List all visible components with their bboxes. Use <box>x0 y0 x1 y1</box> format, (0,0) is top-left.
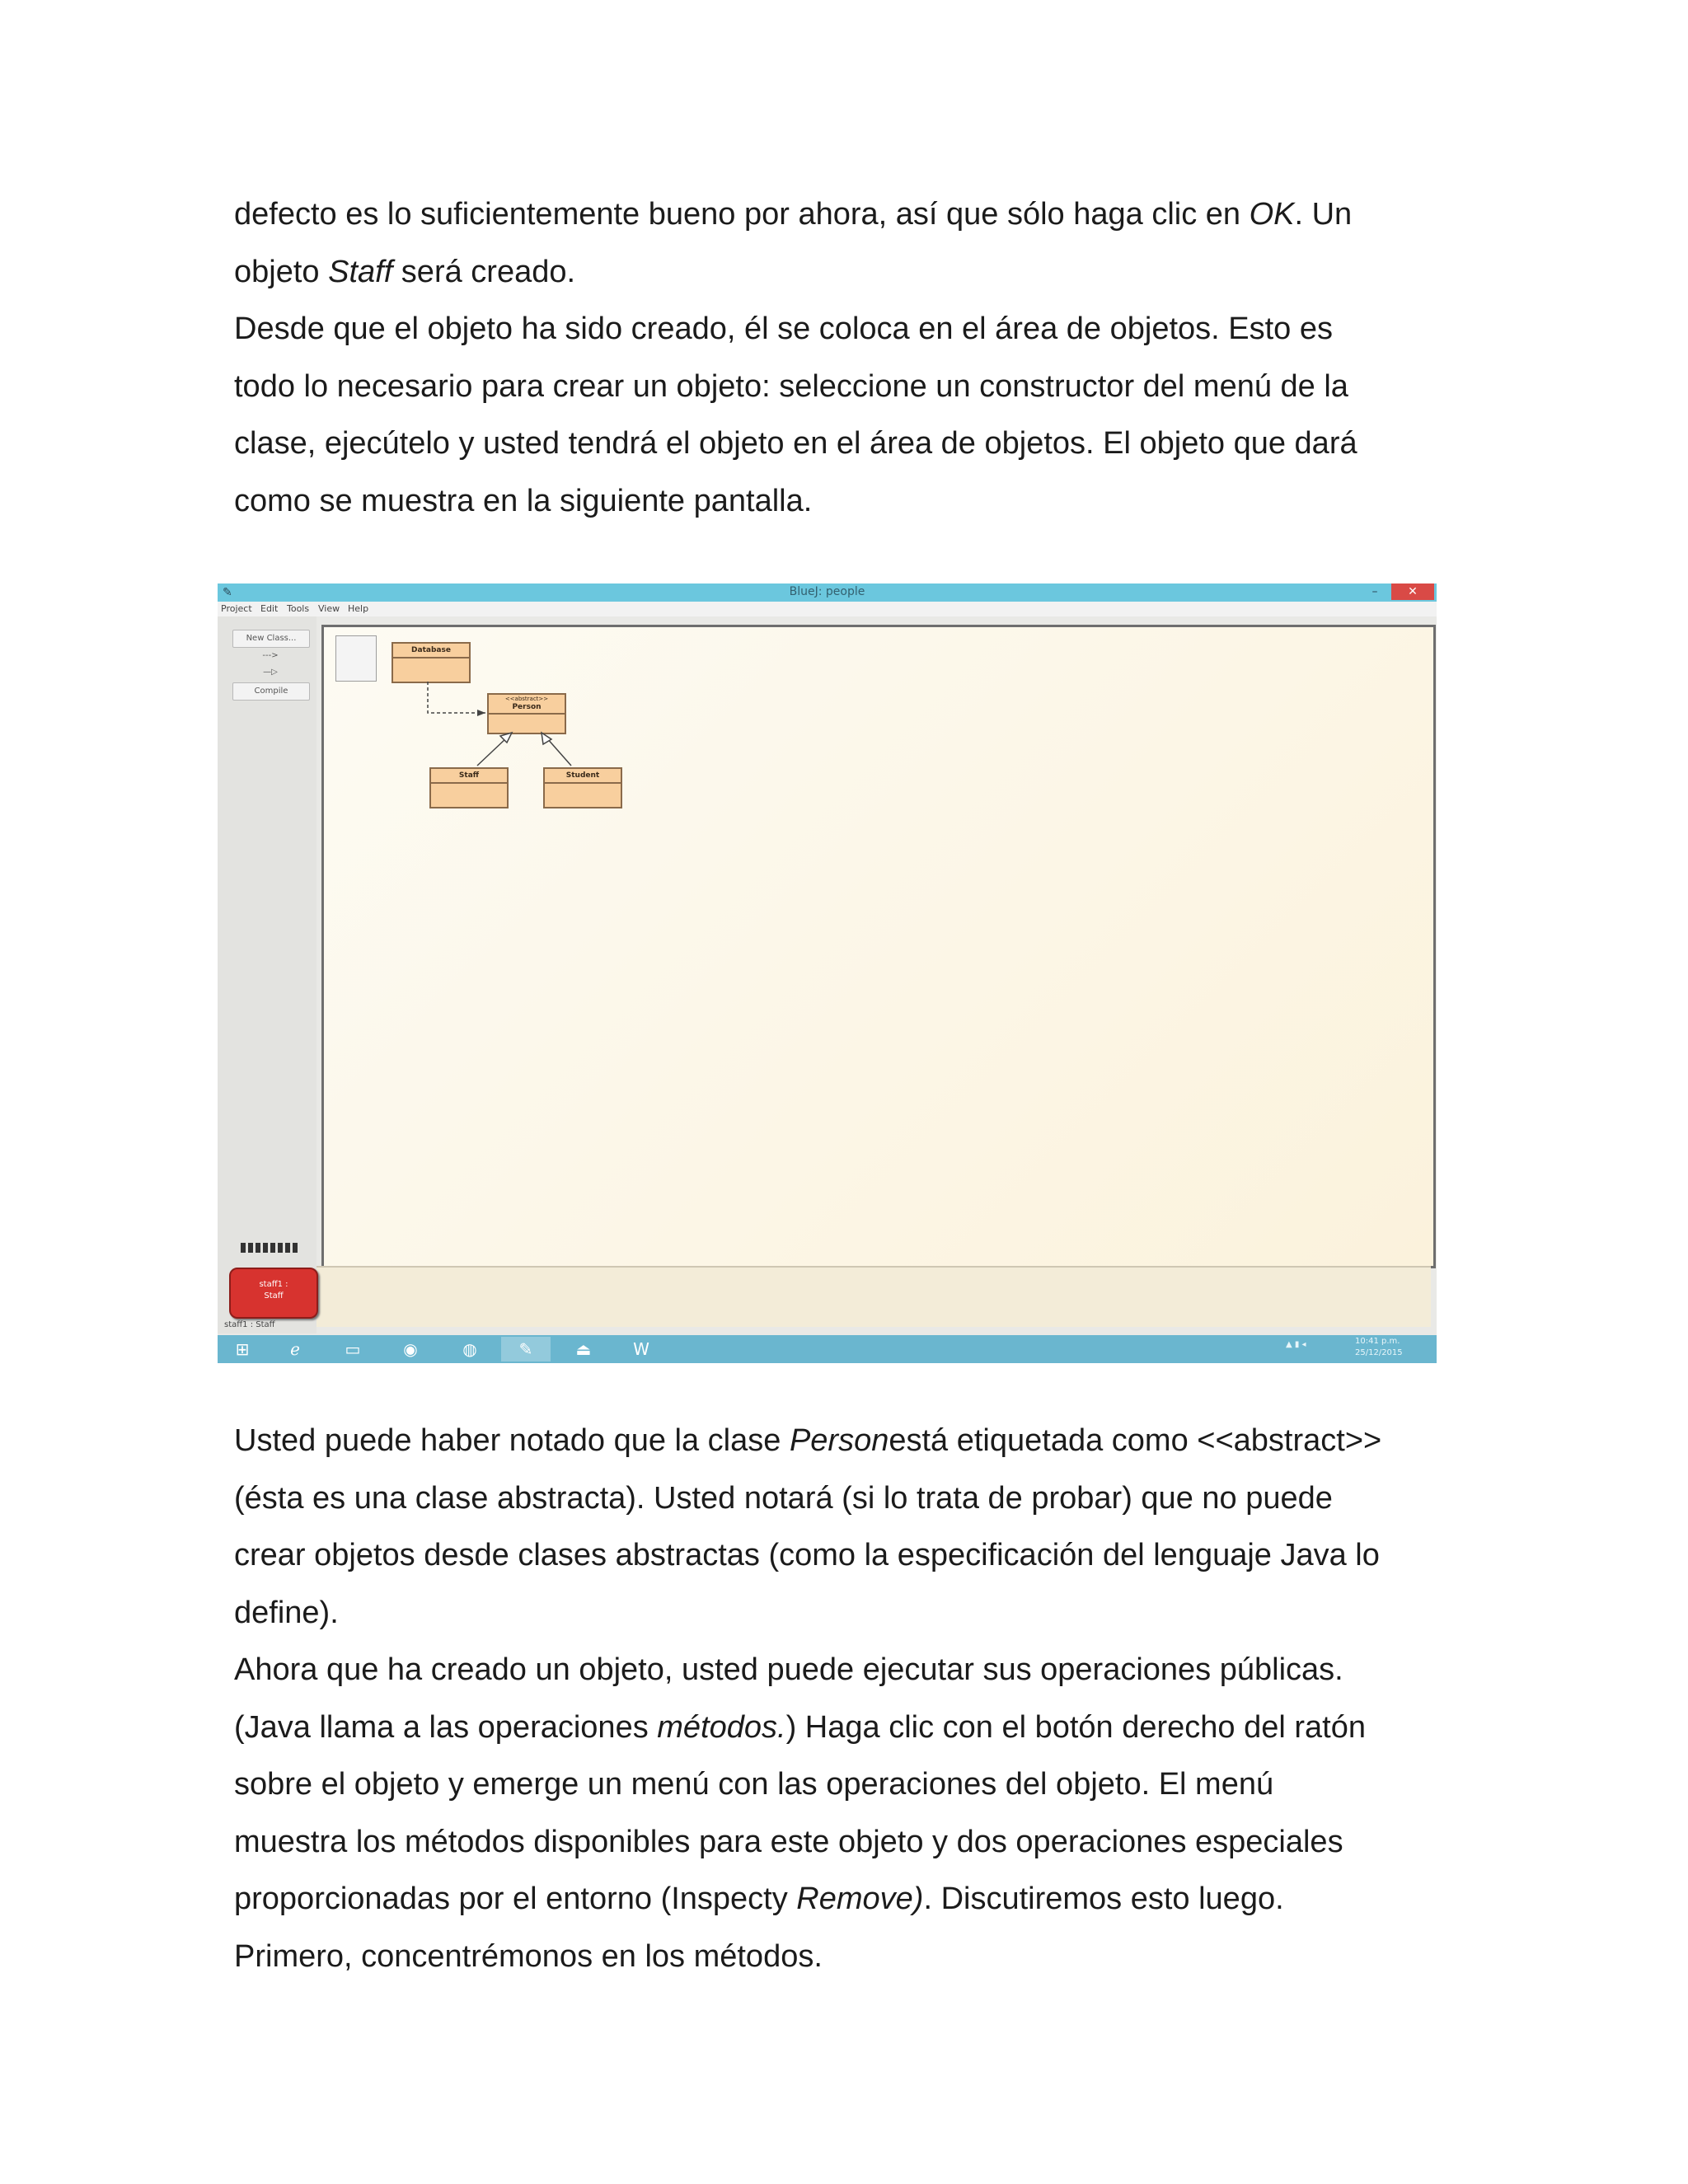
abstract-paragraph <box>234 1413 1454 1642</box>
text-line: crear objetos desde clases abstractas (como la especificación del lenguaje Java lo <box>234 1538 1380 1572</box>
text-line: Desde que el objeto ha sido creado, él se coloca en el área de objetos. Esto es <box>234 312 1333 346</box>
dependency-arrow-button[interactable]: ---> <box>262 651 279 660</box>
class-person[interactable]: <<abstract>> Person <box>487 693 566 734</box>
tray-icons[interactable]: ▲ ▮ ◂ <box>1286 1340 1306 1349</box>
word-icon[interactable]: W <box>633 1339 649 1359</box>
text-line: define). <box>234 1595 339 1630</box>
window-title: BlueJ: people <box>789 585 865 598</box>
bluej-taskbar-icon[interactable]: ✎ <box>501 1337 551 1361</box>
text-line: (ésta es una clase abstracta). Usted notará (si lo trata de probar) que no puede <box>234 1480 1333 1516</box>
text-line: objeto Staff será creado. <box>234 254 576 289</box>
file-explorer-icon[interactable]: ▭ <box>345 1339 361 1359</box>
text-line: (Java llama a las operaciones métodos.) Haga clic con el botón derecho del ratón <box>234 1709 1367 1745</box>
window-titlebar <box>218 583 1437 602</box>
text-line: sobre el objeto y emerge un menú con las operaciones del objeto. El menú <box>234 1767 1274 1802</box>
text-line: todo lo necesario para crear un objeto: seleccione un constructor del menú de la <box>234 368 1348 404</box>
windows-taskbar <box>218 1335 1437 1363</box>
inheritance-arrow-button[interactable]: —▷ <box>263 668 278 677</box>
text-line: Ahora que ha creado un objeto, usted puede ejecutar sus operaciones públicas. <box>234 1652 1343 1687</box>
menu-tools[interactable]: Tools <box>287 603 310 614</box>
class-staff[interactable]: Staff <box>429 767 509 808</box>
text-line: Primero, concentrémonos en los métodos. <box>234 1938 823 1974</box>
menu-edit[interactable]: Edit <box>260 603 279 614</box>
tray-date: 25/12/2015 <box>1355 1348 1403 1357</box>
staff-inheritance-head <box>500 733 512 743</box>
object-staff1[interactable]: staff1 : Staff <box>229 1268 318 1319</box>
object-bench <box>316 1266 1431 1327</box>
methods-paragraph <box>234 1642 1454 1985</box>
text-line: proporcionadas por el entorno (Inspecty Remove). Discutiremos esto luego. <box>234 1882 1284 1916</box>
windows-start-icon[interactable]: ⊞ <box>235 1339 250 1359</box>
intro-paragraph <box>234 186 1454 530</box>
text-line: muestra los métodos disponibles para este objeto y dos operaciones especiales <box>234 1824 1343 1859</box>
student-inheritance-line <box>546 738 571 766</box>
menu-view[interactable]: View <box>318 603 340 614</box>
class-student[interactable]: Student <box>543 767 622 808</box>
class-diagram-canvas[interactable] <box>321 625 1436 1268</box>
close-icon[interactable]: ✕ <box>1391 583 1434 600</box>
text-line: clase, ejecútelo y usted tendrá el objeto en el área de objetos. El objeto que dará <box>234 426 1357 461</box>
text-line: defecto es lo suficientemente bueno por ahora, así que sólo haga clic en OK. Un <box>234 197 1353 232</box>
compile-button[interactable]: Compile <box>232 682 310 701</box>
class-database[interactable]: Database <box>392 642 471 683</box>
internet-explorer-icon[interactable]: ℯ <box>290 1339 300 1359</box>
object-bench-resize-handle[interactable] <box>241 1243 300 1253</box>
student-inheritance-head <box>542 733 551 744</box>
chrome-icon[interactable]: ◉ <box>403 1339 418 1359</box>
bluej-screenshot <box>218 583 1437 1363</box>
staff-inheritance-line <box>477 738 507 766</box>
text-line: como se muestra en la siguiente pantalla. <box>234 483 813 518</box>
text-line: Usted puede haber notado que la clase Personestá etiquetada como <<abstract>> <box>234 1423 1382 1458</box>
dependency-arrow <box>428 682 485 713</box>
acrobat-icon[interactable]: ⏏ <box>575 1339 592 1359</box>
status-bar: staff1 : Staff <box>224 1320 275 1329</box>
bluej-app-icon: ✎ <box>223 586 232 599</box>
menu-help[interactable]: Help <box>348 603 369 614</box>
tray-time: 10:41 p.m. <box>1355 1337 1400 1346</box>
menubar <box>218 602 1437 616</box>
app-icon[interactable]: ◍ <box>462 1339 477 1359</box>
menu-project[interactable]: Project <box>221 603 252 614</box>
new-class-button[interactable]: New Class... <box>232 630 310 648</box>
minimize-icon[interactable]: – <box>1372 585 1378 598</box>
tool-panel <box>218 616 316 1333</box>
dependency-arrowhead <box>477 710 485 716</box>
diagram-arrows <box>324 627 654 825</box>
